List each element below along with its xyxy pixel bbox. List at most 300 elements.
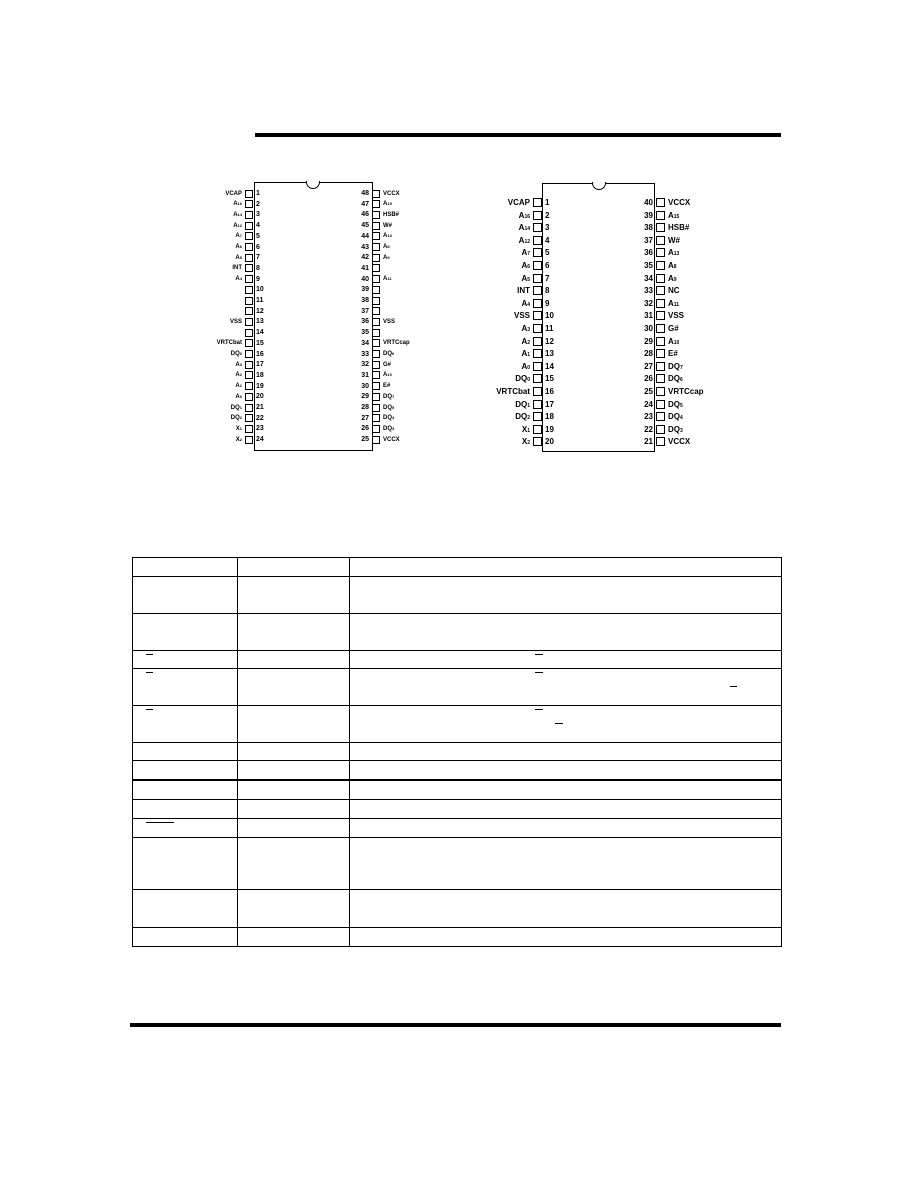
pin-30 <box>357 381 390 392</box>
pin-box <box>245 200 253 208</box>
pin-box <box>372 254 380 262</box>
signal-cell <box>133 577 238 614</box>
pin-name: A11 <box>668 298 680 308</box>
pin-box <box>245 211 253 219</box>
pin-box <box>656 198 665 207</box>
pin-box <box>533 412 542 421</box>
pin-number: 37 <box>361 307 369 315</box>
pin-box <box>372 371 380 379</box>
pin-box <box>372 404 380 412</box>
signal-cell <box>133 669 238 706</box>
pin-box <box>245 275 253 283</box>
pin-name: A8 <box>668 261 677 270</box>
pin-number: 29 <box>644 336 653 346</box>
pin-36 <box>357 316 395 327</box>
pin-number: 40 <box>361 275 369 283</box>
pin-name: A1 <box>235 383 242 390</box>
pin-number: 28 <box>644 349 653 359</box>
pin-box <box>372 329 380 337</box>
pin-number: 9 <box>256 275 260 283</box>
pin-box <box>372 339 380 347</box>
pin-box <box>245 286 253 294</box>
pin-44 <box>357 231 392 242</box>
pin-name: DQ1 <box>515 399 530 409</box>
pin-number: 32 <box>644 298 653 308</box>
pin-box <box>656 311 665 320</box>
pin-40 <box>638 197 690 208</box>
pin-box <box>533 261 542 270</box>
pin-number: 26 <box>644 374 653 384</box>
pin-number: 27 <box>644 361 653 371</box>
pin-name: A2 <box>521 336 530 346</box>
pin-box <box>245 190 253 198</box>
pin-box <box>245 222 253 230</box>
pin-box <box>533 425 542 434</box>
pin-3 <box>233 209 268 220</box>
pin-name: VSS <box>229 318 242 325</box>
pin-name: A12 <box>518 235 530 245</box>
pin-name: A10 <box>668 336 680 346</box>
signal-cell <box>133 838 238 890</box>
pin-name: X2 <box>235 436 242 443</box>
pin-13 <box>521 348 560 359</box>
pin-box <box>656 387 665 396</box>
pin-number: 33 <box>361 350 369 358</box>
pin-number: 25 <box>361 436 369 444</box>
pin-box <box>372 264 380 272</box>
type-cell <box>238 706 350 743</box>
pin-box <box>245 371 253 379</box>
pin-number: 21 <box>644 437 653 447</box>
pin-28 <box>638 348 678 359</box>
pin-number: 12 <box>545 336 554 346</box>
pin-box <box>533 236 542 245</box>
table-row <box>133 706 782 743</box>
type-cell <box>238 819 350 838</box>
pin-box <box>245 382 253 390</box>
pin-35 <box>638 260 677 271</box>
pin-37 <box>357 306 383 317</box>
pin-box <box>245 393 253 401</box>
pin-number: 20 <box>545 437 554 447</box>
pin-box <box>372 307 380 315</box>
pin-name: VCCX <box>383 190 400 197</box>
pin-box <box>245 254 253 262</box>
pin-37 <box>638 235 680 246</box>
pin-box <box>245 414 253 422</box>
pin-name: VCCX <box>668 437 691 447</box>
table-row <box>133 577 782 614</box>
pin-3 <box>519 222 560 233</box>
description-cell <box>350 838 782 890</box>
pin-5 <box>521 247 560 258</box>
pin-name: W# <box>668 235 680 245</box>
pin-name: A7 <box>235 233 242 240</box>
pin-name: A7 <box>521 248 530 258</box>
pin-box <box>533 324 542 333</box>
pin-29 <box>357 391 394 402</box>
pin-name: A4 <box>521 298 530 308</box>
pin-number: 19 <box>256 382 264 390</box>
pin-24 <box>236 434 268 445</box>
pin-name: DQ3 <box>668 424 683 434</box>
pin-number: 19 <box>545 424 554 434</box>
pin-name: VSS <box>383 318 396 325</box>
pin-number: 40 <box>644 198 653 207</box>
table-row <box>133 928 782 947</box>
pin-34 <box>357 338 410 349</box>
pin-name: DQ4 <box>383 415 395 422</box>
pin-name: DQ0 <box>515 374 530 384</box>
pin-number: 22 <box>256 414 264 422</box>
pin-19 <box>522 424 560 435</box>
table-row <box>133 651 782 669</box>
pin-box <box>245 361 253 369</box>
pin-box <box>533 437 542 446</box>
pin-20 <box>235 391 268 402</box>
pin-10 <box>242 284 268 295</box>
pin-number: 18 <box>545 412 554 422</box>
pin-box <box>372 350 380 358</box>
pin-box <box>533 362 542 371</box>
pin-name: E# <box>668 349 678 359</box>
pin-number: 28 <box>361 404 369 411</box>
pin-26 <box>638 373 683 384</box>
pin-46 <box>357 209 399 220</box>
pin-number: 13 <box>545 349 554 359</box>
pin-8 <box>517 285 560 296</box>
pin-47 <box>357 199 392 210</box>
pin-29 <box>638 336 679 347</box>
pin-number: 23 <box>644 412 653 422</box>
pin-12 <box>242 306 268 317</box>
pin-name: A13 <box>383 233 392 240</box>
pin-name: HSB# <box>383 211 400 218</box>
pin-box <box>533 274 542 283</box>
pin-number: 34 <box>644 273 653 283</box>
pin-number: 3 <box>256 211 260 219</box>
pin-13 <box>230 316 268 327</box>
overbar-mark <box>535 709 543 710</box>
pin-number: 23 <box>256 425 264 433</box>
signal-cell <box>133 928 238 947</box>
pin-number: 8 <box>256 264 260 272</box>
pin-name: A14 <box>233 211 242 218</box>
pin-31 <box>638 310 684 321</box>
pin-description-table <box>132 557 782 947</box>
pin-box <box>372 318 380 326</box>
signal-cell <box>133 743 238 761</box>
pin-box <box>533 337 542 346</box>
pin-number: 45 <box>361 222 369 230</box>
pin-number: 4 <box>545 235 550 245</box>
pin-40 <box>357 274 392 285</box>
pin-number: 30 <box>361 382 369 390</box>
pin-name: G# <box>383 361 392 368</box>
pin-42 <box>357 252 390 263</box>
pin-10 <box>514 310 560 321</box>
pin-number: 29 <box>361 393 369 401</box>
pin-box <box>245 404 253 412</box>
pin-11 <box>521 323 560 334</box>
pin-box <box>533 211 542 220</box>
pin-name: A15 <box>668 210 680 220</box>
pin-30 <box>638 323 679 334</box>
pin-14 <box>242 327 268 338</box>
pin-31 <box>357 370 392 381</box>
pin-number: 38 <box>361 297 369 304</box>
pin-number: 1 <box>545 198 550 207</box>
pin-box <box>533 299 542 308</box>
pin-15 <box>217 338 268 349</box>
pin-number: 15 <box>256 339 264 347</box>
pin-box <box>533 223 542 232</box>
pin-number: 36 <box>644 248 653 258</box>
pin-name: DQ2 <box>230 415 242 422</box>
pin-name: A9 <box>383 254 390 261</box>
pin-box <box>372 361 380 369</box>
pin-43 <box>357 242 390 253</box>
pin-name: G# <box>668 324 679 333</box>
pin-number: 11 <box>256 297 264 304</box>
pin-box <box>372 297 380 305</box>
pin-name: DQ3 <box>383 425 395 432</box>
pin-number: 17 <box>256 361 264 369</box>
pin-name: A8 <box>383 244 390 250</box>
pin-box <box>656 324 665 333</box>
pin-name: VCCX <box>383 436 400 443</box>
pin-5 <box>235 231 268 242</box>
pin-name: DQ5 <box>383 404 395 411</box>
type-cell <box>238 780 350 800</box>
pin-box <box>372 222 380 230</box>
signal-cell <box>133 890 238 928</box>
pin-name: A3 <box>235 361 242 368</box>
table-row <box>133 890 782 928</box>
pin-48 <box>357 188 400 199</box>
pin-number: 26 <box>361 425 369 433</box>
pin-35 <box>357 327 383 338</box>
pin-number: 14 <box>256 329 264 337</box>
pin-box <box>656 248 665 257</box>
type-cell <box>238 669 350 706</box>
pin-8 <box>232 263 268 274</box>
pin-box <box>245 425 253 433</box>
table-row <box>133 761 782 780</box>
pin-box <box>372 425 380 433</box>
type-cell <box>238 651 350 669</box>
pin-36 <box>638 247 679 258</box>
pin-name: VRTCcap <box>383 340 410 347</box>
description-cell <box>350 761 782 780</box>
type-cell <box>238 928 350 947</box>
description-cell <box>350 890 782 928</box>
pin-name: DQ7 <box>668 361 683 371</box>
pin-number: 21 <box>256 404 264 411</box>
pin-name: A3 <box>521 324 530 333</box>
pin-name: A15 <box>383 201 392 208</box>
signal-cell <box>133 651 238 669</box>
pin-11 <box>242 295 268 306</box>
overbar-mark <box>535 654 543 655</box>
type-cell <box>238 838 350 890</box>
description-cell <box>350 706 782 743</box>
pin-16 <box>496 386 560 397</box>
pin-24 <box>638 399 683 410</box>
pin-box <box>656 400 665 409</box>
description-cell <box>350 577 782 614</box>
pin-9 <box>521 298 560 309</box>
pin-number: 47 <box>361 200 369 208</box>
footer-rule <box>130 1023 781 1027</box>
pin-box <box>372 243 380 251</box>
pin-number: 2 <box>256 200 260 208</box>
pin-23 <box>236 423 268 434</box>
pin-16 <box>231 349 268 360</box>
type-cell <box>238 577 350 614</box>
pin-number: 14 <box>545 361 554 371</box>
pin-name: A4 <box>235 276 242 283</box>
pin-number: 22 <box>644 424 653 434</box>
pin-box <box>656 299 665 308</box>
pin-45 <box>357 220 392 231</box>
pin-number: 10 <box>545 311 554 321</box>
pin-number: 16 <box>545 387 554 396</box>
pin-22 <box>231 413 268 424</box>
pin-box <box>372 275 380 283</box>
table-row <box>133 743 782 761</box>
pin-name: X2 <box>521 437 530 447</box>
pin-17 <box>235 359 268 370</box>
pin-33 <box>638 285 680 296</box>
pin-name: X1 <box>235 425 242 432</box>
pin-number: 44 <box>361 232 369 240</box>
pin-box <box>656 223 665 232</box>
pin-name: A6 <box>235 244 242 250</box>
pin-name: DQ2 <box>515 412 530 422</box>
pin-12 <box>521 336 560 347</box>
pin-number: 41 <box>361 264 369 272</box>
pin-number: 27 <box>361 414 369 422</box>
pin-name: DQ1 <box>230 404 242 411</box>
overbar-mark <box>555 723 563 724</box>
description-cell <box>350 928 782 947</box>
signal-cell <box>133 706 238 743</box>
pin-box <box>245 436 253 444</box>
pin-number: 39 <box>361 286 369 294</box>
pin-number: 31 <box>361 371 369 379</box>
pin-name: INT <box>517 286 530 296</box>
pin-name: A0 <box>521 361 530 371</box>
pin-name: E# <box>383 383 391 390</box>
pin-34 <box>638 273 677 284</box>
pin-box <box>533 387 542 396</box>
pin-box <box>656 337 665 346</box>
pin-number: 42 <box>361 254 369 262</box>
pin-name: A11 <box>383 276 392 283</box>
pin-32 <box>357 359 391 370</box>
pin-name: INT <box>232 265 242 272</box>
pin-number: 6 <box>545 261 550 270</box>
pin-14 <box>521 361 560 372</box>
type-cell <box>238 558 350 577</box>
pin-39 <box>638 210 679 221</box>
pin-23 <box>638 411 683 422</box>
pin-27 <box>638 361 683 372</box>
pin-name: VCAP <box>225 190 242 197</box>
pin-number: 8 <box>545 286 550 296</box>
pin-name: NC <box>668 286 680 296</box>
pin-name: DQ5 <box>668 399 683 409</box>
description-cell <box>350 780 782 800</box>
overbar-mark <box>146 654 153 655</box>
description-cell <box>350 743 782 761</box>
pin-box <box>372 190 380 198</box>
pin-box <box>245 243 253 251</box>
pin-number: 43 <box>361 243 369 251</box>
table-row <box>133 838 782 890</box>
overbar-mark <box>146 822 174 823</box>
signal-cell <box>133 558 238 577</box>
pin-box <box>656 261 665 270</box>
pin-number: 3 <box>545 223 550 233</box>
pin-name: VRTCbat <box>496 387 530 396</box>
pin-name: W# <box>383 222 392 229</box>
pin-number: 35 <box>644 261 653 270</box>
pin-number: 38 <box>644 223 653 233</box>
pin-20 <box>522 436 560 447</box>
pin-number: 39 <box>644 210 653 220</box>
pin-number: 30 <box>644 324 653 333</box>
header-rule <box>255 133 781 137</box>
pin-number: 15 <box>545 374 554 384</box>
pin-26 <box>357 423 394 434</box>
description-cell <box>350 669 782 706</box>
pin-box <box>372 436 380 444</box>
pin-box <box>245 232 253 240</box>
pin-name: DQ6 <box>383 351 395 357</box>
table-row <box>133 819 782 838</box>
pin-25 <box>638 386 704 397</box>
table-row <box>133 800 782 819</box>
type-cell <box>238 890 350 928</box>
overbar-mark <box>146 672 153 673</box>
overbar-mark <box>146 709 153 710</box>
pin-4 <box>519 235 560 246</box>
pin-box <box>245 318 253 326</box>
description-cell <box>350 800 782 819</box>
pin-name: A16 <box>518 210 530 220</box>
pin-box <box>656 286 665 295</box>
pin-1 <box>508 197 560 208</box>
pin-box <box>245 264 253 272</box>
pin-15 <box>515 373 560 384</box>
pin-21 <box>231 402 268 413</box>
pin-name: A6 <box>521 261 530 270</box>
pin-7 <box>521 273 560 284</box>
pin-17 <box>515 399 560 410</box>
pin-number: 9 <box>545 298 550 308</box>
overbar-mark <box>535 672 543 673</box>
pin-number: 1 <box>256 190 260 197</box>
description-cell <box>350 614 782 651</box>
pin-box <box>656 349 665 358</box>
pin-box <box>245 350 253 358</box>
pin-box <box>245 297 253 305</box>
pin-box <box>245 329 253 337</box>
table-row <box>133 669 782 706</box>
pin-number: 32 <box>361 361 369 369</box>
